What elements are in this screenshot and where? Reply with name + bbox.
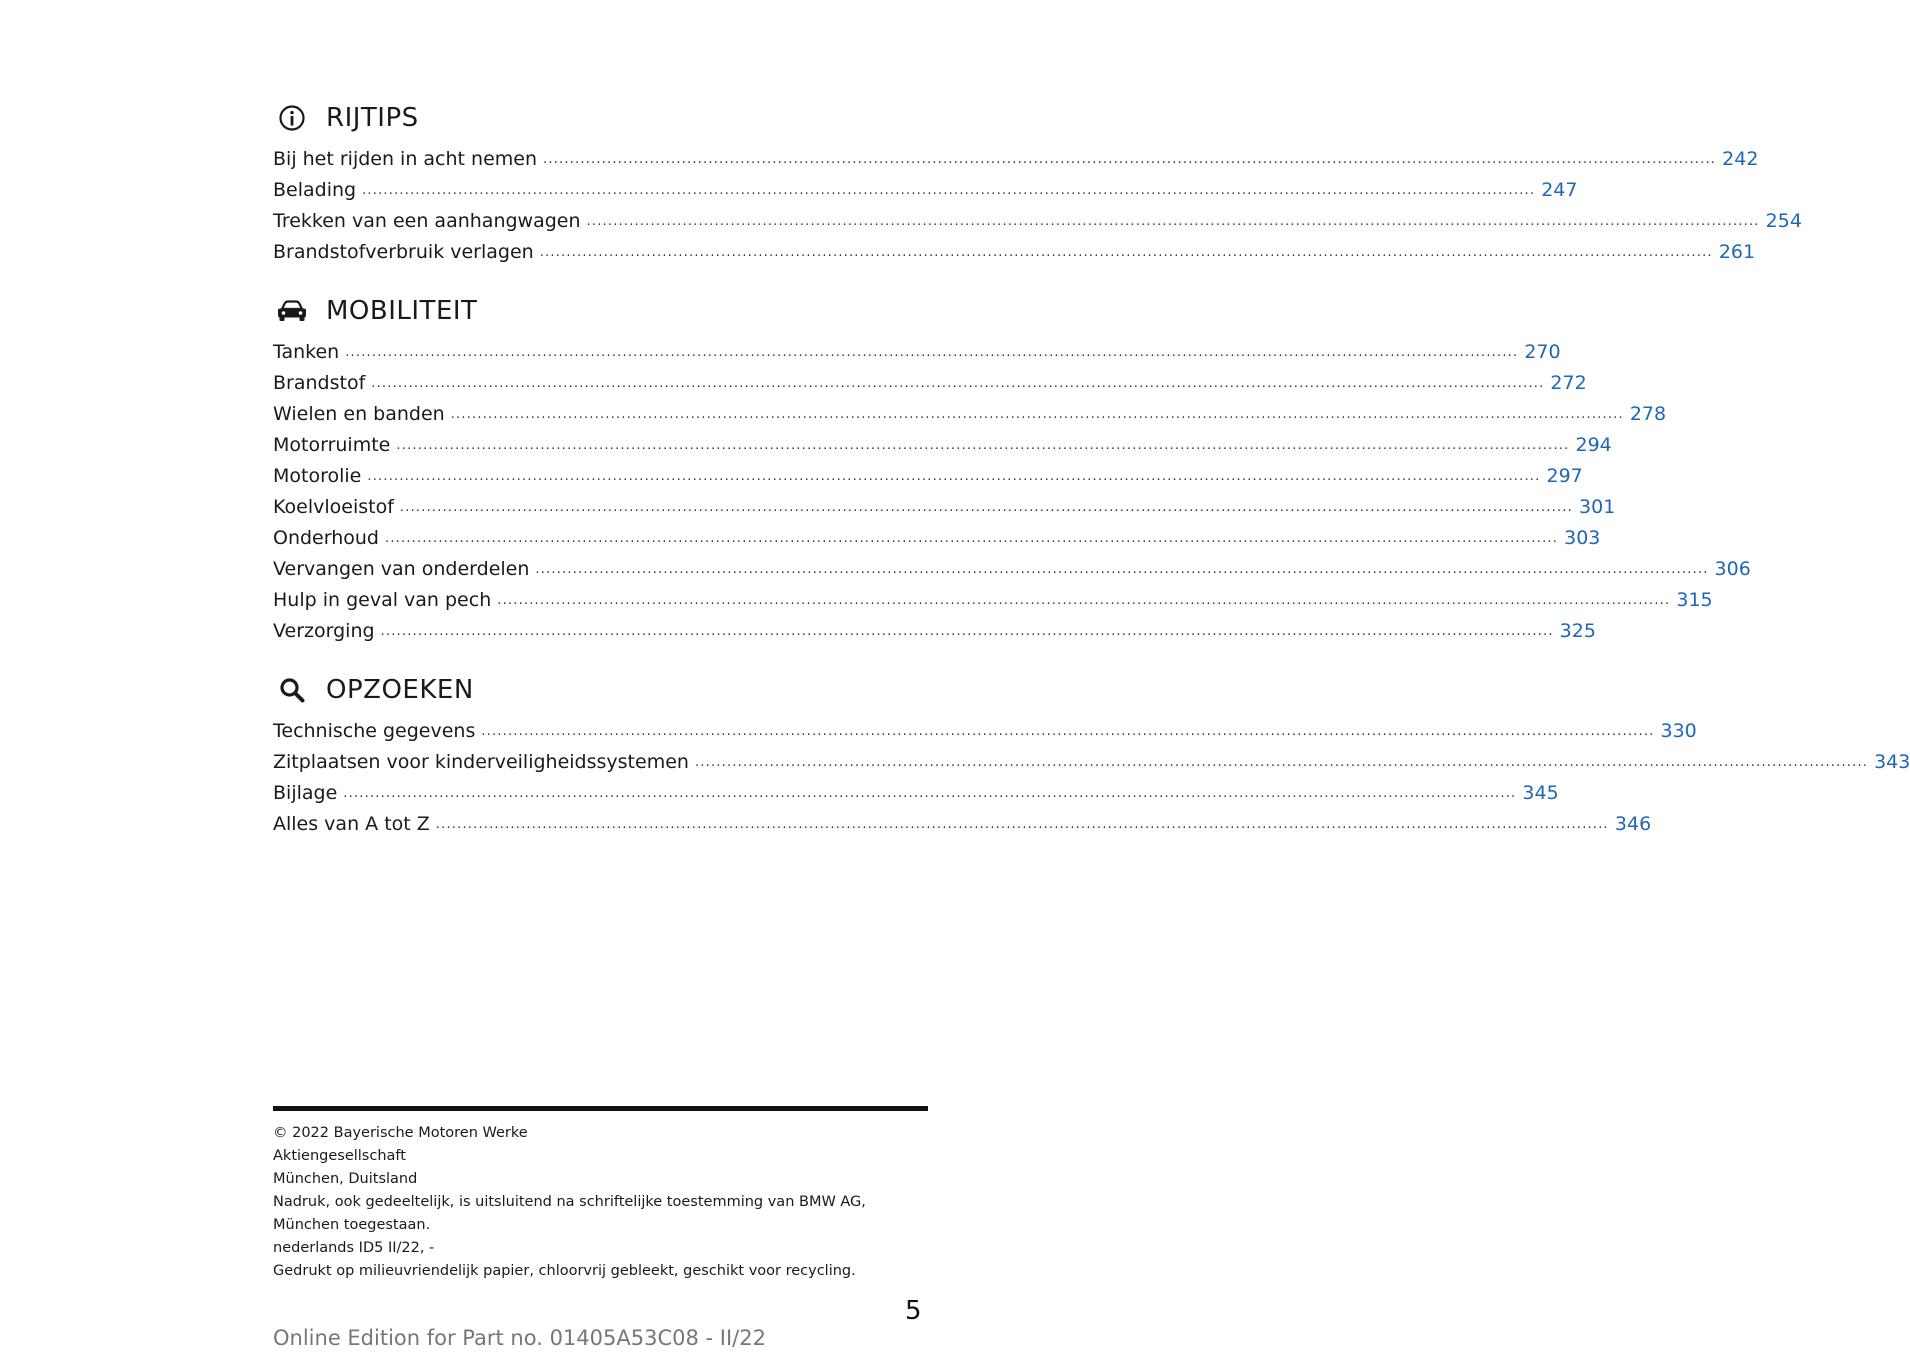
entry-label: Brandstof bbox=[273, 372, 366, 394]
toc-entry[interactable]: Koelvloeistof ............................................................................................................................................................................................................................ 301 bbox=[273, 496, 1616, 518]
section-header-mobiliteit bbox=[273, 291, 478, 331]
entry-label: Tanken bbox=[273, 341, 340, 363]
entry-page-link[interactable]: 346 bbox=[1614, 813, 1652, 835]
footer-edition-text: Online Edition for Part no. 01405A53C08 - II/22 bbox=[273, 1326, 766, 1350]
entry-label: Brandstofverbruik verlagen bbox=[273, 241, 534, 263]
toc-entry[interactable]: Tanken ............................................................................................................................................................................................................................ 270 bbox=[273, 341, 1561, 363]
entry-label: Koelvloeistof bbox=[273, 496, 394, 518]
toc-entry[interactable]: Brandstof ............................................................................................................................................................................................................................ 272 bbox=[273, 372, 1587, 394]
entry-label: Bij het rijden in acht nemen bbox=[273, 148, 538, 170]
entry-page-link[interactable]: 303 bbox=[1564, 527, 1601, 549]
entry-page-link[interactable]: 254 bbox=[1765, 210, 1802, 232]
entry-page-link[interactable]: 343 bbox=[1874, 751, 1910, 773]
entry-label: Verzorging bbox=[273, 620, 375, 642]
entry-label: Belading bbox=[273, 179, 357, 201]
imprint-block bbox=[273, 1122, 928, 1283]
toc-entry[interactable]: Brandstofverbruik verlagen ............................................................................................................................................................................................................................ 261 bbox=[273, 241, 1756, 263]
imprint-line: © 2022 Bayerische Motoren Werke bbox=[273, 1125, 528, 1141]
toc-entry[interactable]: Hulp in geval van pech ............................................................................................................................................................................................................................ 315 bbox=[273, 589, 1713, 611]
toc-entry[interactable]: Alles van A tot Z ............................................................................................................................................................................................................................ 346 bbox=[273, 813, 1652, 835]
toc-entry[interactable]: Bijlage ............................................................................................................................................................................................................................ 345 bbox=[273, 782, 1559, 804]
toc-entry[interactable]: Wielen en banden ............................................................................................................................................................................................................................ 278 bbox=[273, 403, 1667, 425]
entry-label: Alles van A tot Z bbox=[273, 813, 430, 835]
toc-entry[interactable]: Bij het rijden in acht nemen ............................................................................................................................................................................................................................ 242 bbox=[273, 148, 1759, 170]
imprint-line: nederlands ID5 II/22, - bbox=[273, 1240, 435, 1256]
entry-page-link[interactable]: 278 bbox=[1629, 403, 1667, 425]
divider-rule bbox=[273, 1106, 928, 1111]
entry-label: Onderhoud bbox=[273, 527, 379, 549]
entry-label: Technische gegevens bbox=[273, 720, 476, 742]
entry-label: Wielen en banden bbox=[273, 403, 445, 425]
entry-page-link[interactable]: 301 bbox=[1579, 496, 1616, 518]
entry-label: Zitplaatsen voor kinderveiligheidssystemen bbox=[273, 751, 689, 773]
entry-page-link[interactable]: 315 bbox=[1676, 589, 1713, 611]
entry-page-link[interactable]: 345 bbox=[1522, 782, 1559, 804]
toc-entry[interactable]: Technische gegevens ............................................................................................................................................................................................................................ 330 bbox=[273, 720, 1697, 742]
entry-page-link[interactable]: 270 bbox=[1524, 341, 1561, 363]
toc-entry[interactable]: Zitplaatsen voor kinderveiligheidssystemen ............................................................................................................................................................................................................................ 343 bbox=[273, 751, 1910, 773]
entry-page-link[interactable]: 272 bbox=[1550, 372, 1587, 394]
entry-page-link[interactable]: 297 bbox=[1546, 465, 1583, 487]
toc-entry[interactable]: Vervangen van onderdelen ............................................................................................................................................................................................................................ 306 bbox=[273, 558, 1751, 580]
entry-page-link[interactable]: 247 bbox=[1541, 179, 1578, 201]
toc-entry[interactable]: Belading ............................................................................................................................................................................................................................ 247 bbox=[273, 179, 1578, 201]
toc-entry[interactable]: Motorruimte ............................................................................................................................................................................................................................ 294 bbox=[273, 434, 1612, 456]
section-title: MOBILITEIT bbox=[326, 296, 478, 326]
toc-entry[interactable]: Motorolie ............................................................................................................................................................................................................................ 297 bbox=[273, 465, 1583, 487]
imprint-line: Nadruk, ook gedeeltelijk, is uitsluitend na schriftelijke toestemming van BMW AG, bbox=[273, 1194, 866, 1210]
entry-page-link[interactable]: 306 bbox=[1714, 558, 1751, 580]
entry-page-link[interactable]: 261 bbox=[1718, 241, 1756, 263]
entry-label: Motorolie bbox=[273, 465, 362, 487]
car-icon bbox=[277, 296, 307, 326]
imprint-line: München, Duitsland bbox=[273, 1171, 418, 1187]
info-icon bbox=[277, 103, 307, 133]
section-header-opzoeken bbox=[273, 670, 474, 710]
entry-page-link[interactable]: 325 bbox=[1559, 620, 1596, 642]
toc-entry[interactable]: Trekken van een aanhangwagen ............................................................................................................................................................................................................................ 254 bbox=[273, 210, 1802, 232]
entry-label: Hulp in geval van pech bbox=[273, 589, 492, 611]
entry-page-link[interactable]: 294 bbox=[1575, 434, 1612, 456]
imprint-line: Gedrukt op milieuvriendelijk papier, chloorvrij gebleekt, geschikt voor recycling. bbox=[273, 1263, 856, 1279]
entry-label: Motorruimte bbox=[273, 434, 391, 456]
toc-entry[interactable]: Verzorging ............................................................................................................................................................................................................................ 325 bbox=[273, 620, 1596, 642]
imprint-line: Aktiengesellschaft bbox=[273, 1148, 406, 1164]
entry-page-link[interactable]: 242 bbox=[1722, 148, 1759, 170]
search-icon bbox=[277, 675, 307, 705]
toc-entry[interactable]: Onderhoud ............................................................................................................................................................................................................................ 303 bbox=[273, 527, 1601, 549]
entry-label: Vervangen van onderdelen bbox=[273, 558, 530, 580]
section-header-rijtips bbox=[273, 98, 419, 138]
entry-label: Trekken van een aanhangwagen bbox=[273, 210, 581, 232]
section-title: RIJTIPS bbox=[326, 103, 419, 133]
entry-label: Bijlage bbox=[273, 782, 338, 804]
page-number: 5 bbox=[905, 1296, 922, 1326]
section-title: OPZOEKEN bbox=[326, 675, 474, 705]
entry-page-link[interactable]: 330 bbox=[1660, 720, 1697, 742]
imprint-line: München toegestaan. bbox=[273, 1217, 431, 1233]
